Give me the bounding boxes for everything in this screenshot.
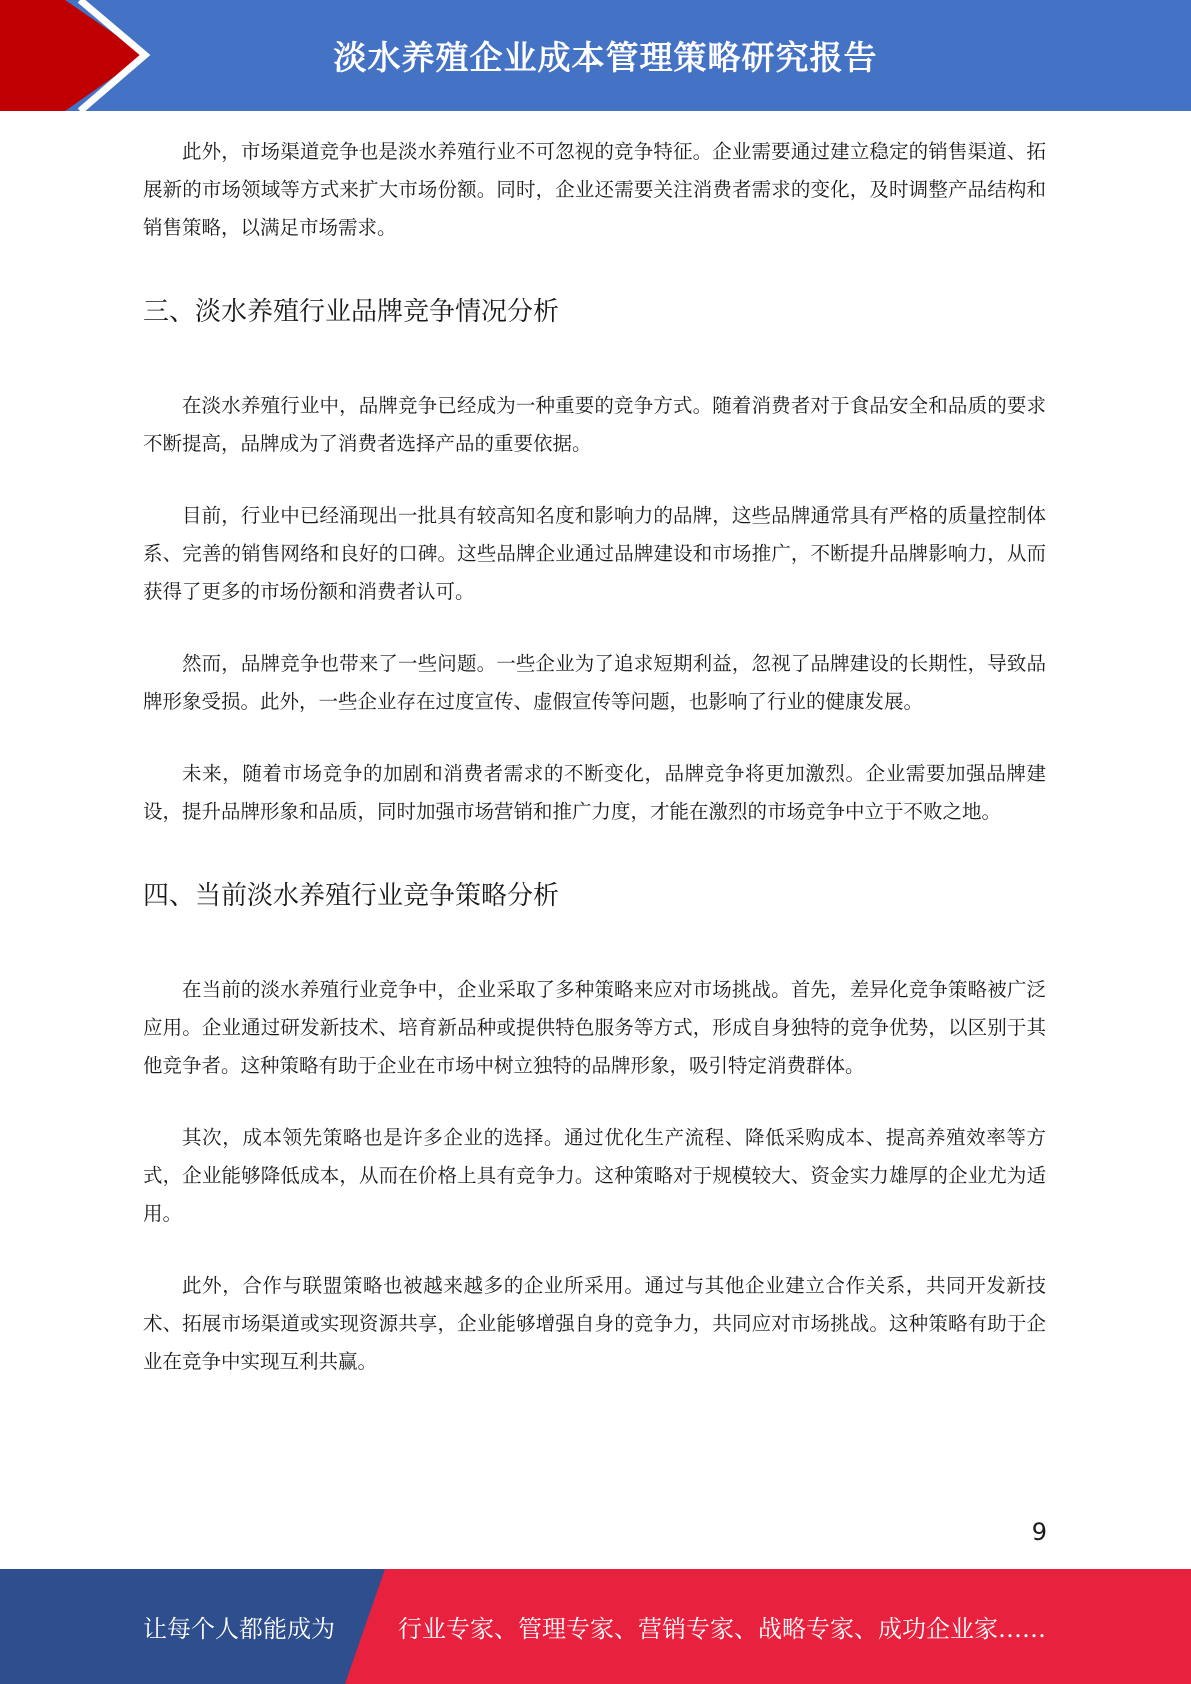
section-3-paragraph-3: 然而，品牌竞争也带来了一些问题。一些企业为了追求短期利益，忽视了品牌建设的长期性，导致品牌形象受损。此外，一些企业存在过度宣传、虚假宣传等问题，也影响了行业的健康发展。: [143, 652, 1046, 713]
footer-slogan-right: 行业专家、管理专家、营销专家、战略专家、成功企业家……: [398, 1615, 1046, 1643]
page-header: [0, 0, 1191, 111]
document-title: 淡水养殖企业成本管理策略研究报告: [333, 38, 878, 77]
section-3-paragraph-4: 未来，随着市场竞争的加剧和消费者需求的不断变化，品牌竞争将更加激烈。企业需要加强品牌建设，提升品牌形象和品质，同时加强市场营销和推广力度，才能在激烈的市场竞争中立于不败之地。: [143, 762, 1046, 823]
section-4-paragraph-1: 在当前的淡水养殖行业竞争中，企业采取了多种策略来应对市场挑战。首先，差异化竞争策略被广泛应用。企业通过研发新技术、培育新品种或提供特色服务等方式，形成自身独特的竞争优势，以区别于其他竞争者。这种策略有助于企业在市场中树立独特的品牌形象，吸引特定消费群体。: [143, 978, 1046, 1077]
section-4-heading: 四、当前淡水养殖行业竞争策略分析: [143, 881, 560, 911]
section-4-paragraph-2: 其次，成本领先策略也是许多企业的选择。通过优化生产流程、降低采购成本、提高养殖效率等方式，企业能够降低成本，从而在价格上具有竞争力。这种策略对于规模较大、资金实力雄厚的企业尤为适用。: [143, 1126, 1046, 1225]
section-4-paragraph-3: 此外，合作与联盟策略也被越来越多的企业所采用。通过与其他企业建立合作关系，共同开发新技术、拓展市场渠道或实现资源共享，企业能够增强自身的竞争力，共同应对市场挑战。这种策略有助于企业在竞争中实现互利共赢。: [143, 1274, 1046, 1373]
footer-slogan-left: 让每个人都能成为: [143, 1615, 335, 1643]
page-number: 9: [1031, 1518, 1047, 1546]
section-3-paragraph-1: 在淡水养殖行业中，品牌竞争已经成为一种重要的竞争方式。随着消费者对于食品安全和品质的要求不断提高，品牌成为了消费者选择产品的重要依据。: [143, 394, 1046, 455]
section-3-heading: 三、淡水养殖行业品牌竞争情况分析: [143, 297, 560, 327]
intro-paragraph: 此外，市场渠道竞争也是淡水养殖行业不可忽视的竞争特征。企业需要通过建立稳定的销售渠道、拓展新的市场领域等方式来扩大市场份额。同时，企业还需要关注消费者需求的变化，及时调整产品结构和销售策略，以满足市场需求。: [143, 140, 1046, 239]
section-3-paragraph-2: 目前，行业中已经涌现出一批具有较高知名度和影响力的品牌，这些品牌通常具有严格的质量控制体系、完善的销售网络和良好的口碑。这些品牌企业通过品牌建设和市场推广，不断提升品牌影响力，从而获得了更多的市场份额和消费者认可。: [143, 504, 1046, 603]
page-content: [143, 133, 1046, 1415]
page-footer: [0, 1569, 1191, 1684]
